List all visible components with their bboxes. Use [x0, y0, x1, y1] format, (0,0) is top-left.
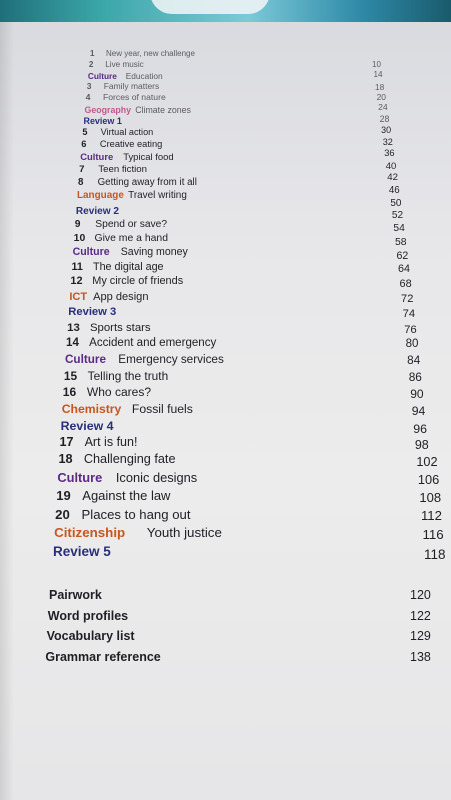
toc-row[interactable]: [0, 190, 451, 210]
page-number: 94: [411, 403, 426, 418]
unit-title: Accident and emergency: [89, 337, 217, 350]
unit-number: 4: [85, 92, 91, 103]
unit-title: The digital age: [93, 261, 164, 274]
page-number: 90: [410, 386, 424, 401]
unit-title: Creative eating: [99, 138, 163, 149]
page-number: 14: [373, 69, 383, 79]
page-number: 52: [391, 209, 404, 221]
toc-row[interactable]: [0, 246, 451, 261]
unit-title: New year, new challenge: [106, 49, 195, 58]
unit-number: 18: [58, 452, 73, 467]
unit-number: 11: [71, 261, 83, 274]
unit-title: My circle of friends: [92, 275, 184, 288]
toc-row[interactable]: [0, 544, 451, 562]
toc-row[interactable]: [0, 219, 451, 233]
unit-title: Climate zones: [135, 105, 191, 116]
section-label: Chemistry: [61, 401, 122, 416]
toc-row[interactable]: [0, 261, 451, 276]
unit-title: Art is fun!: [84, 435, 138, 450]
page-number: 120: [410, 587, 431, 602]
page-number: 86: [408, 370, 422, 385]
unit-title: Education: [125, 70, 163, 81]
unit-number: 13: [67, 321, 80, 334]
page-number: 80: [405, 338, 419, 351]
unit-title: Places to hang out: [81, 506, 191, 522]
toc-row[interactable]: [0, 507, 451, 524]
toc-row[interactable]: [0, 452, 451, 469]
page-number: 76: [404, 323, 417, 336]
toc-row[interactable]: [0, 233, 451, 247]
unit-number: 10: [73, 232, 86, 244]
unit-number: 12: [70, 275, 83, 288]
page-number: 54: [393, 222, 405, 234]
unit-number: 17: [59, 435, 74, 450]
page-number: 40: [385, 160, 397, 172]
toc-row[interactable]: [0, 353, 451, 369]
unit-number: 19: [56, 487, 71, 503]
unit-title: Emergency services: [118, 353, 224, 367]
page-number: 30: [381, 125, 392, 136]
unit-title: Spend or save?: [95, 218, 168, 230]
page-number: 98: [414, 438, 429, 453]
review-label: Review 4: [60, 418, 114, 433]
page-number: 108: [419, 489, 442, 505]
unit-title: Saving money: [120, 246, 188, 259]
page-number: 28: [379, 114, 390, 125]
toc-row[interactable]: [0, 525, 451, 542]
unit-number: 5: [82, 126, 88, 137]
page-number: 36: [384, 147, 395, 158]
unit-title: App design: [93, 290, 149, 303]
unit-title: Iconic designs: [115, 470, 198, 486]
unit-title: Forces of nature: [102, 92, 166, 103]
page-number: 18: [375, 81, 385, 92]
section-label: Citizenship: [54, 524, 126, 540]
toc-row[interactable]: [0, 337, 451, 353]
page-number: 62: [396, 250, 409, 263]
unit-title: Against the law: [82, 487, 171, 503]
appendix-row[interactable]: [0, 629, 451, 646]
unit-title: Family matters: [103, 80, 160, 91]
review-label: Review 2: [75, 205, 120, 217]
page-number: 138: [410, 649, 431, 664]
review-label: Review 3: [68, 305, 117, 318]
page-number: 10: [372, 60, 381, 69]
section-label: ICT: [69, 290, 88, 303]
unit-title: Sports stars: [89, 321, 151, 334]
appendix-title: Grammar reference: [45, 649, 161, 664]
unit-number: 1: [90, 49, 95, 58]
toc-row[interactable]: [0, 402, 451, 418]
page-number: 64: [398, 263, 410, 276]
unit-title: Give me a hand: [94, 232, 168, 244]
section-label: Geography: [84, 105, 131, 116]
review-label: Review 1: [83, 116, 122, 127]
unit-title: Travel writing: [128, 190, 187, 202]
section-label: Culture: [57, 470, 103, 486]
appendix-title: Vocabulary list: [46, 628, 135, 643]
section-label: Culture: [80, 151, 114, 163]
unit-title: Teen fiction: [98, 164, 147, 176]
toc-row[interactable]: [0, 306, 451, 321]
page-number: 118: [424, 546, 446, 562]
section-label: Culture: [72, 246, 110, 259]
section-label: Culture: [64, 353, 106, 367]
toc-row[interactable]: [0, 488, 451, 505]
page-number: 122: [410, 608, 431, 623]
section-label: Culture: [87, 70, 117, 81]
unit-number: 20: [55, 506, 70, 522]
page-number: 129: [410, 628, 431, 643]
unit-title: Getting away from it all: [97, 177, 197, 189]
page-number: 112: [420, 507, 442, 523]
unit-title: Typical food: [123, 151, 174, 163]
toc-row[interactable]: [0, 369, 451, 385]
unit-title: Challenging fate: [83, 452, 176, 467]
appendix-row[interactable]: [0, 609, 451, 626]
unit-number: 14: [66, 337, 79, 350]
toc-row[interactable]: [0, 385, 451, 401]
page-number: 102: [416, 455, 438, 470]
appendix-title: Word profiles: [47, 608, 129, 623]
unit-number: 3: [86, 80, 92, 91]
page-number: 32: [382, 136, 393, 147]
page-number: 116: [422, 526, 444, 542]
unit-title: Who cares?: [86, 384, 152, 399]
toc-row[interactable]: [0, 275, 451, 290]
appendix-row[interactable]: [0, 650, 451, 667]
page-number: 58: [394, 236, 407, 248]
unit-number: 2: [88, 59, 94, 69]
page-number: 96: [413, 421, 428, 436]
unit-title: Fossil fuels: [131, 401, 193, 416]
toc-row[interactable]: [0, 322, 451, 337]
unit-number: 6: [81, 138, 87, 149]
unit-title: Virtual action: [100, 126, 154, 137]
appendix-row[interactable]: [0, 588, 451, 605]
toc-row[interactable]: [0, 435, 451, 452]
page-number: 20: [376, 91, 386, 102]
review-label: Review 5: [53, 543, 111, 559]
section-label: Language: [76, 190, 124, 202]
page-number: 106: [417, 472, 440, 488]
page-number: 50: [390, 198, 402, 210]
page-number: 84: [407, 354, 421, 368]
unit-number: 15: [63, 369, 78, 384]
unit-title: Telling the truth: [87, 369, 169, 384]
page-number: 46: [388, 185, 400, 197]
toc-row[interactable]: [0, 419, 451, 435]
unit-number: 9: [74, 218, 81, 230]
unit-number: 16: [62, 384, 77, 399]
appendix-title: Pairwork: [49, 587, 102, 602]
page-number: 42: [387, 172, 398, 184]
toc-row[interactable]: [0, 291, 451, 306]
unit-number: 7: [79, 164, 85, 176]
page-number: 68: [399, 278, 412, 291]
page-number: 24: [378, 102, 388, 113]
toc-row[interactable]: [0, 470, 451, 487]
unit-number: 8: [78, 177, 84, 189]
unit-title: Live music: [105, 59, 144, 69]
page-number: 72: [401, 292, 414, 305]
page-number: 74: [402, 307, 416, 320]
unit-title: Youth justice: [146, 524, 222, 540]
